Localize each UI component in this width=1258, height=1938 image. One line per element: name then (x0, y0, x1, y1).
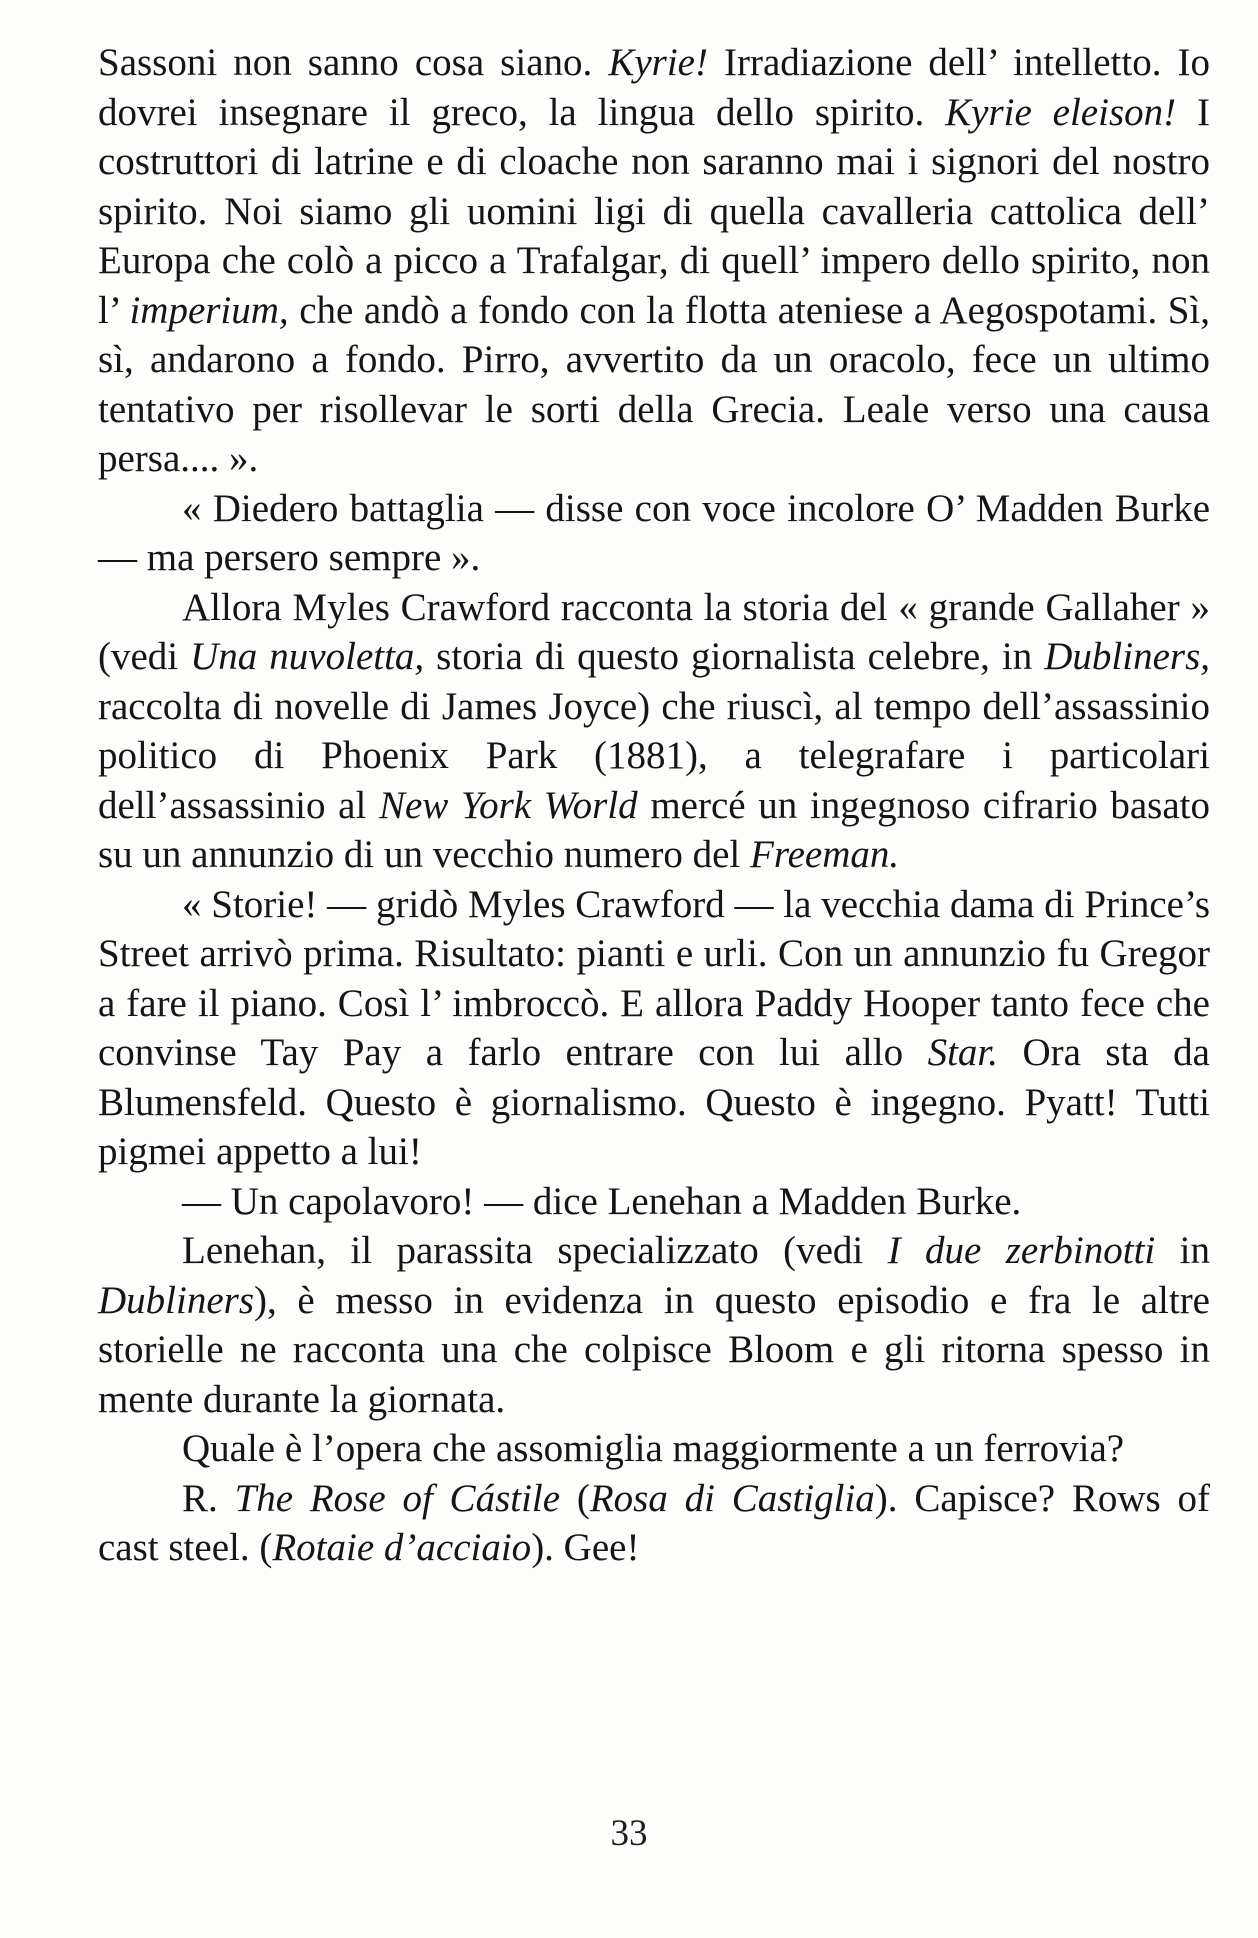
paragraph (98, 1474, 1210, 1573)
paragraph (98, 484, 1210, 583)
paragraph (98, 880, 1210, 1177)
paragraph (98, 1424, 1210, 1474)
text-run: mercé un ingegnoso cifrario basato su un annunzio di un vecchio numero del (98, 783, 1210, 876)
italic-run: I due zerbinotti (887, 1229, 1156, 1272)
text-run: « Storie! — gridò Myles Crawford — la vecchia dama di Prince’s Street arrivò prima. Risultato: pianti e urli. Con un annunzio fu Gregor a fare il piano. Così l’ imbroccò. E allora Paddy Hooper tanto fece che convinse Tay Pay a farlo entrare con lui allo (98, 882, 1210, 1074)
italic-run: New York World (378, 783, 638, 827)
text-run: ). Capisce? Rows of cast steel. ( (98, 1476, 1210, 1569)
italic-run: Rotaie d’acciaio (272, 1526, 532, 1569)
italic-run: Kyrie! (608, 41, 708, 84)
text-run: I costruttori di latrine e di cloache non saranno mai i signori del nostro spirito. Noi siamo gli uomini ligi di quella cavalleria cattolica dell’ Europa che colò a picco a Trafalgar, di quell’ impero dello spirito, non l’ (98, 90, 1210, 332)
text-run: Allora Myles Crawford racconta la storia del « grande Gallaher » (vedi (98, 585, 1210, 678)
italic-run: Dubliners, (1044, 635, 1210, 678)
body-text (98, 38, 1210, 1573)
text-run: Ora sta da Blumensfeld. Questo è giornalismo. Questo è ingegno. Pyatt! Tutti pigmei appetto a lui! (98, 1031, 1210, 1173)
text-run: R. (182, 1476, 235, 1520)
paragraph (98, 583, 1210, 880)
paragraph (98, 1226, 1210, 1424)
page-number: 33 (610, 1813, 648, 1854)
text-run: — Un capolavoro! — dice Lenehan a Madden Burke. (182, 1179, 1022, 1223)
text-run: Quale è l’opera che assomiglia maggiormente a un ferrovia? (182, 1427, 1125, 1470)
text-run: Sassoni non sanno cosa siano. (98, 41, 609, 84)
text-run: storia di questo giornalista celebre, in (424, 635, 1045, 678)
text-run: ), è messo in evidenza in questo episodio e fra le altre storielle ne racconta una che colpisce Bloom e gli ritorna spesso in mente durante la giornata. (98, 1278, 1210, 1421)
italic-run: imperium, (129, 288, 289, 332)
text-run: ( (560, 1476, 590, 1520)
paragraph (98, 1177, 1210, 1227)
text-run: Irradiazione dell’ intelletto. Io dovrei insegnare il greco, la lingua dello spirito. (98, 41, 1210, 134)
text-run: Lenehan, il parassita specializzato (vedi (182, 1229, 888, 1272)
text-run: in (1155, 1229, 1210, 1272)
italic-run: Dubliners (98, 1278, 254, 1322)
italic-run: Freeman. (750, 833, 900, 876)
text-run: ). Gee! (531, 1526, 640, 1569)
paragraph (98, 38, 1210, 484)
text-run: « Diedero battaglia — disse con voce incolore O’ Madden Burke — ma persero sempre ». (98, 486, 1210, 579)
italic-run: The Rose of Cástile (234, 1476, 561, 1520)
text-run: raccolta di novelle di James Joyce) che riuscì, al tempo dell’assassinio politico di Phoenix Park (1881), a telegrafare i particolari dell’assassinio al (98, 684, 1210, 827)
italic-run: Kyrie eleison! (945, 90, 1177, 134)
italic-run: Rosa di Castiglia (589, 1476, 875, 1520)
text-run: che andò a fondo con la flotta ateniese a Aegospotami. Sì, sì, andarono a fondo. Pirro, avvertito da un oracolo, fece un ultimo tentativo per risollevar le sorti della Grecia. Leale verso una causa persa.... ». (98, 288, 1210, 480)
italic-run: Una nuvoletta, (190, 635, 425, 678)
italic-run: Star. (927, 1031, 999, 1074)
